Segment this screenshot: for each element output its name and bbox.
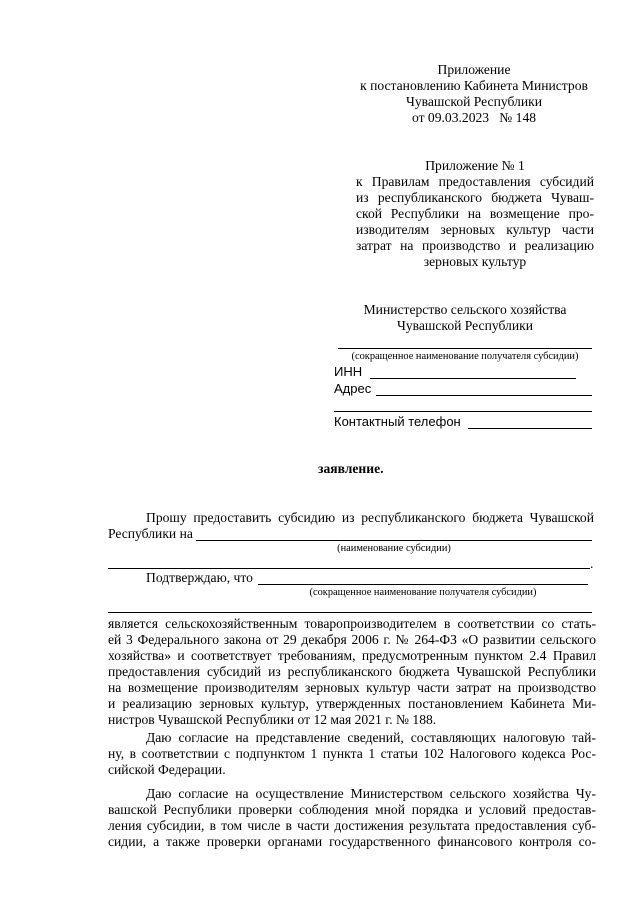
request-line-1: Прошу предоставить субсидию из республиканского бюджета Чувашской	[146, 510, 594, 525]
annex-line-2: из республиканского бюджета Чуваш-	[356, 190, 594, 205]
subsidy-name-hint: (наименование субсидии)	[337, 543, 451, 554]
header-line-1: Приложение	[437, 62, 511, 77]
addressee-line-1: Министерство сельского хозяйства	[363, 302, 567, 317]
p3-line-3: ления субсидии, в том числе в части достижения результата предоставления суб-	[108, 818, 596, 833]
header-line-2: к постановлению Кабинета Министров	[360, 78, 588, 93]
inn-label: ИНН	[334, 364, 363, 379]
p2-line-3: сийской Федерации.	[108, 762, 226, 777]
confirm-recipient-line-2[interactable]	[108, 612, 592, 613]
document-title: заявление.	[318, 461, 384, 476]
phone-field-line[interactable]	[468, 428, 592, 429]
p1-line-4: предоставления субсидий из республиканского бюджета Чувашской Республики	[108, 664, 596, 679]
p1-line-1: является сельскохозяйственным товаропроизводителем в соответствии со стать-	[108, 616, 596, 631]
p3-line-1: Даю согласие на осуществление Министерством сельского хозяйства Чу-	[146, 786, 596, 801]
annex-line-4: изводителям зерновых культур части	[356, 222, 594, 237]
header-line-3: Чувашской Республики	[406, 94, 542, 109]
header-line-4: от 09.03.2023 № 148	[411, 110, 537, 125]
annex-line-5: затрат на производство и реализацию	[356, 238, 594, 253]
addressee-line-2: Чувашской Республики	[397, 318, 533, 333]
applicant-name-hint: (сокращенное наименование получателя субсидии)	[351, 351, 579, 362]
address-label: Адрес	[334, 381, 372, 396]
p1-line-6: и реализацию зерновых культур, утвержденных постановлением Кабинета Ми-	[108, 696, 596, 711]
p3-line-2: вашской Республики проверки соблюдения мной порядка и условий предостав-	[108, 802, 596, 817]
phone-label: Контактный телефон	[334, 414, 461, 429]
p3-line-4: сидии, а также проверки органами государственного финансового контроля со-	[108, 834, 596, 849]
applicant-name-line[interactable]	[338, 348, 592, 349]
request-end: .	[590, 556, 594, 571]
annex-title: Приложение № 1	[425, 158, 525, 173]
annex-line-6: зерновых культур	[423, 254, 527, 269]
p1-line-5: на возмещение производителям зерновых культур части затрат на производство	[108, 680, 596, 695]
p1-line-3: хозяйства» и соответствует требованиям, предусмотренным пунктом 2.4 Правил	[108, 648, 596, 663]
address-field-line[interactable]	[376, 395, 592, 396]
confirm-recipient-hint: (сокращенное наименование получателя субсидии)	[309, 587, 537, 598]
p2-line-1: Даю согласие на представление сведений, составляющих налоговую тай-	[146, 730, 596, 745]
address-field-line-2[interactable]	[334, 411, 592, 412]
subsidy-name-line-2[interactable]	[108, 568, 590, 569]
annex-line-1: к Правилам предоставления субсидий	[356, 174, 594, 189]
inn-field-line[interactable]	[370, 378, 576, 379]
subsidy-name-line[interactable]	[196, 540, 592, 541]
p1-line-7: нистров Чувашской Республики от 12 мая 2021 г. № 188.	[108, 712, 437, 727]
annex-line-3: ской Республики на возмещение про-	[356, 206, 594, 221]
p1-line-2: ей 3 Федерального закона от 29 декабря 2006 г. № 264-ФЗ «О развитии сельского	[108, 632, 596, 647]
confirm-label: Подтверждаю, что	[146, 570, 253, 585]
request-label: Республики на	[108, 526, 193, 541]
p2-line-2: ну, в соответствии с подпунктом 1 пункта 1 статьи 102 Налогового кодекса Рос-	[108, 746, 596, 761]
confirm-recipient-line[interactable]	[258, 584, 588, 585]
